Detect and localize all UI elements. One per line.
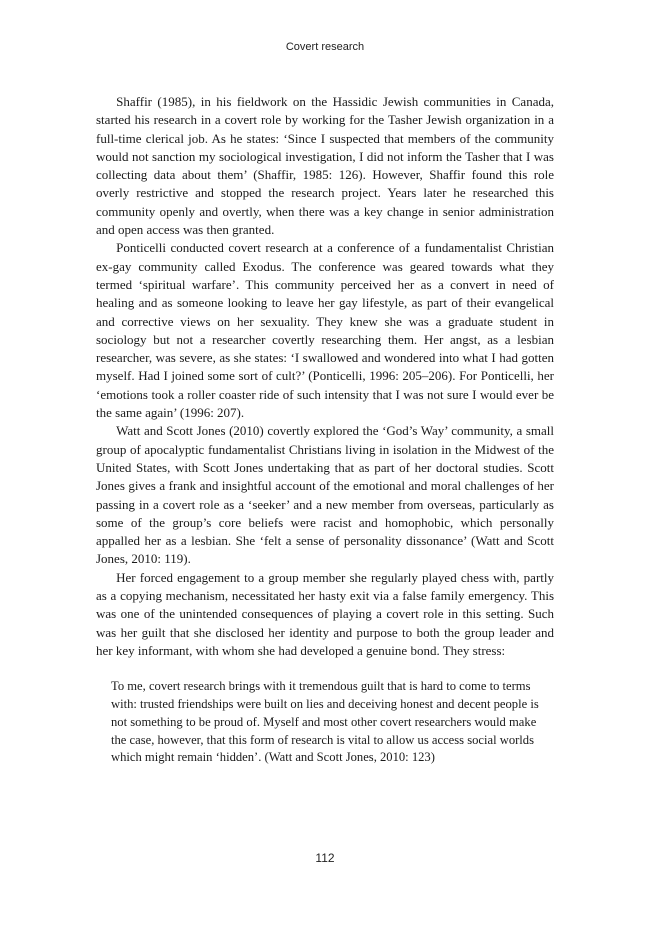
paragraph-forced-engagement: Her forced engagement to a group member she regularly played chess with, partly as a copying mechanism, necessitated her hasty exit via a false family emergency. This was one of the unintended consequences of playing a covert role in this setting. Such was her guilt that she disclosed her identity and purpose to both the group leader and her key informant, with whom she had developed a genuine bond. They stress: <box>96 569 554 658</box>
paragraph-shaffir: Shaffir (1985), in his fieldwork on the Hassidic Jewish communities in Canada, started his research in a covert role by working for the Tasher Jewish organization in a full-time clerical job. As he states: ‘Since I suspected that members of the community would not sanction my sociological investigation, I did not inform the Tasher that I was collecting data about them’ (Shaffir, 1985: 126). However, Shaffir found this role overly restrictive and stopped the research project. Years later he researched this community openly and overtly, when there was a key change in senior administration and open access was then granted. <box>96 94 554 238</box>
paragraph-watt-scott-jones: Watt and Scott Jones (2010) covertly explored the ‘God’s Way’ community, a small group of apocalyptic fundamentalist Christians living in isolation in the Midwest of the United States, with Scott Jones undertaking that as part of her doctoral studies. Scott Jones gives a frank and insightful account of the emotional and moral challenges of her passing in a covert role as a ‘seeker’ and a new member from overseas, particularly as some of the group’s core beliefs were racist and homophobic, which personally appalled her as a lesbian. She ‘felt a sense of personality dissonance’ (Watt and Scott Jones, 2010: 119). <box>96 423 554 567</box>
running-head: Covert research <box>285 41 365 53</box>
page-number: 112 <box>315 851 335 865</box>
block-quote: To me, covert research brings with it tremendous guilt that is hard to come to terms with: trusted friendships were built on lies and deceiving honest and decent people is not something to be proud of. Myself and most other covert researchers would make the case, however, that this form of research is vital to allow us access social worlds which might remain ‘hidden’. (Watt and Scott Jones, 2010: 123) <box>111 679 539 765</box>
paragraph-ponticelli: Ponticelli conducted covert research at a conference of a fundamentalist Christian ex-gay community called Exodus. The conference was geared towards what they termed ‘spiritual warfare’. This community perceived her as a convert in need of healing and as someone looking to leave her gay lifestyle, as part of their evangelical and corrective views on her sexuality. They knew she was a graduate student in sociology but not a researcher covertly researching them. Her angst, as a lesbian researcher, was severe, as she states: ‘I swallowed and wondered into what I had gotten myself. Had I joined some sort of cult?’ (Ponticelli, 1996: 205–206). For Ponticelli, her ‘emotions took a roller coaster ride of such intensity that I was not sure I would ever be the same again’ (1996: 207). <box>96 240 554 421</box>
body-text <box>96 93 554 767</box>
